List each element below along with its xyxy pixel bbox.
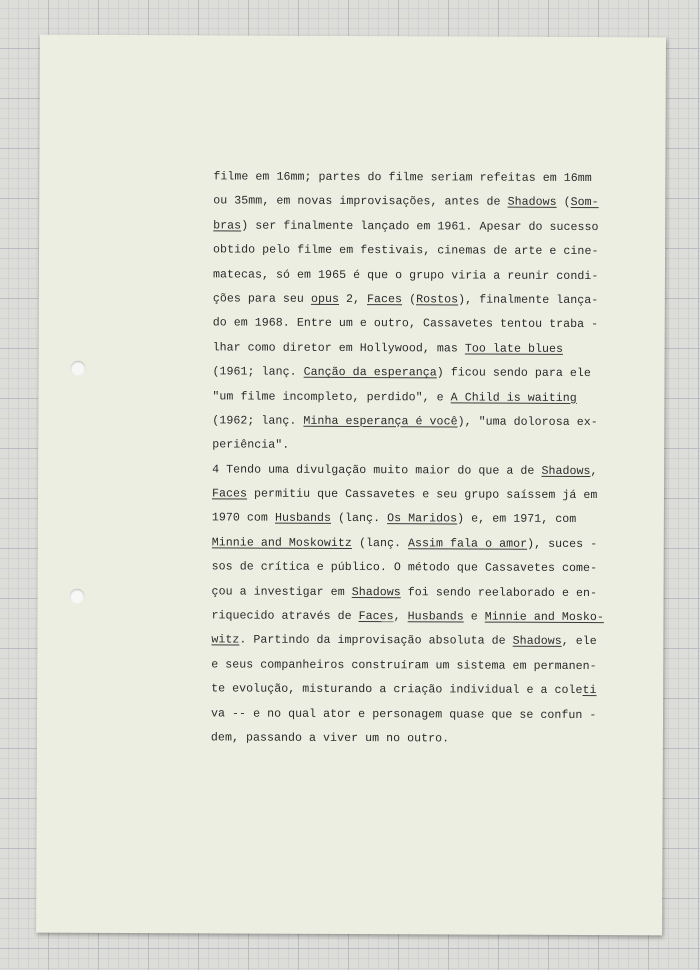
text-line: 1970 com Husbands (lanç. Os Maridos) e, em 1971, com bbox=[211, 511, 577, 527]
punch-hole-bottom bbox=[70, 589, 85, 604]
underlined-title: Os Maridos bbox=[387, 512, 458, 526]
underlined-title: Shadows bbox=[351, 585, 401, 599]
underlined-title: Minnie and Mosko- bbox=[484, 610, 604, 625]
underlined-title: Assim fala o amor bbox=[407, 537, 528, 551]
text-line: matecas, só em 1965 é que o grupo viria a reunir condi- bbox=[212, 267, 599, 283]
text-line: çou a investigar em Shadows foi sendo reelaborado e en- bbox=[211, 585, 598, 600]
text-line: dem, passando a viver um no outro. bbox=[210, 731, 450, 746]
underlined-title: Canção da esperança bbox=[303, 365, 437, 380]
underlined-title: A Child is waiting bbox=[450, 390, 577, 405]
text-line: (1962; lanç. Minha esperança é você), "uma dolorosa ex- bbox=[212, 414, 598, 429]
underlined-title: bras bbox=[213, 219, 242, 233]
text-line: witz. Partindo da improvisação absoluta de Shadows, ele bbox=[211, 633, 597, 649]
text-line: te evolução, misturando a criação individual e a coleti bbox=[211, 682, 597, 698]
text-line: do em 1968. Entre um e outro, Cassavetes tentou traba - bbox=[212, 316, 599, 332]
text-line: riquecido através de Faces, Husbands e Minnie and Mosko- bbox=[211, 609, 604, 625]
underlined-title: opus bbox=[310, 292, 340, 306]
text-line: obtido pelo filme em festivais, cinemas de arte e cine- bbox=[213, 243, 599, 259]
underlined-title: Faces bbox=[366, 293, 403, 307]
text-line: filme em 16mm; partes do filme seriam refeitas em 16mm bbox=[213, 170, 592, 186]
underlined-title: Shadows bbox=[512, 635, 562, 649]
underlined-title: Husbands bbox=[407, 610, 464, 624]
text-line: sos de crítica e público. O método que Cassavetes come- bbox=[211, 560, 598, 576]
underlined-title: Minha esperança é você bbox=[303, 414, 458, 429]
text-line: Minnie and Moskowitz (lanç. Assim fala o amor), suces - bbox=[211, 536, 598, 551]
underlined-title: Faces bbox=[358, 610, 394, 624]
paper-sheet bbox=[36, 35, 666, 936]
text-line: ções para seu opus 2, Faces (Rostos), finalmente lança- bbox=[212, 292, 599, 308]
punch-hole-top bbox=[71, 361, 86, 376]
underlined-title: Too late blues bbox=[464, 342, 564, 356]
underlined-title: Shadows bbox=[507, 196, 557, 210]
text-line: periência". bbox=[212, 438, 290, 453]
text-line: e seus companheiros construíram um sistema em permanen- bbox=[211, 658, 597, 673]
text-line: "um filme incompleto, perdido", e A Child is waiting bbox=[212, 389, 577, 405]
text-line: bras) ser finalmente lançado em 1961. Apesar do sucesso bbox=[213, 219, 599, 234]
underlined-title: Som- bbox=[570, 196, 599, 210]
underlined-title: Rostos bbox=[416, 293, 459, 307]
typewritten-text-body bbox=[211, 165, 634, 752]
underlined-title: ti bbox=[582, 684, 597, 698]
underlined-title: Faces bbox=[211, 487, 248, 501]
underlined-title: Minnie and Moskowitz bbox=[211, 536, 352, 550]
text-line: lhar como diretor em Hollywood, mas Too late blues bbox=[212, 341, 564, 356]
underlined-title: witz bbox=[211, 633, 240, 647]
text-line: Faces permitiu que Cassavetes e seu grupo saíssem já em bbox=[211, 487, 598, 503]
text-line: ou 35mm, em novas improvisações, antes de Shadows (Som- bbox=[213, 194, 599, 210]
text-line: 4 Tendo uma divulgação muito maior do que a de Shadows, bbox=[212, 463, 598, 478]
underlined-title: Husbands bbox=[274, 512, 332, 526]
underlined-title: Shadows bbox=[541, 464, 591, 478]
text-line: va -- e no qual ator e personagem quase que se confun - bbox=[211, 706, 597, 722]
text-line: (1961; lanç. Canção da esperança) ficou sendo para ele bbox=[212, 365, 591, 381]
